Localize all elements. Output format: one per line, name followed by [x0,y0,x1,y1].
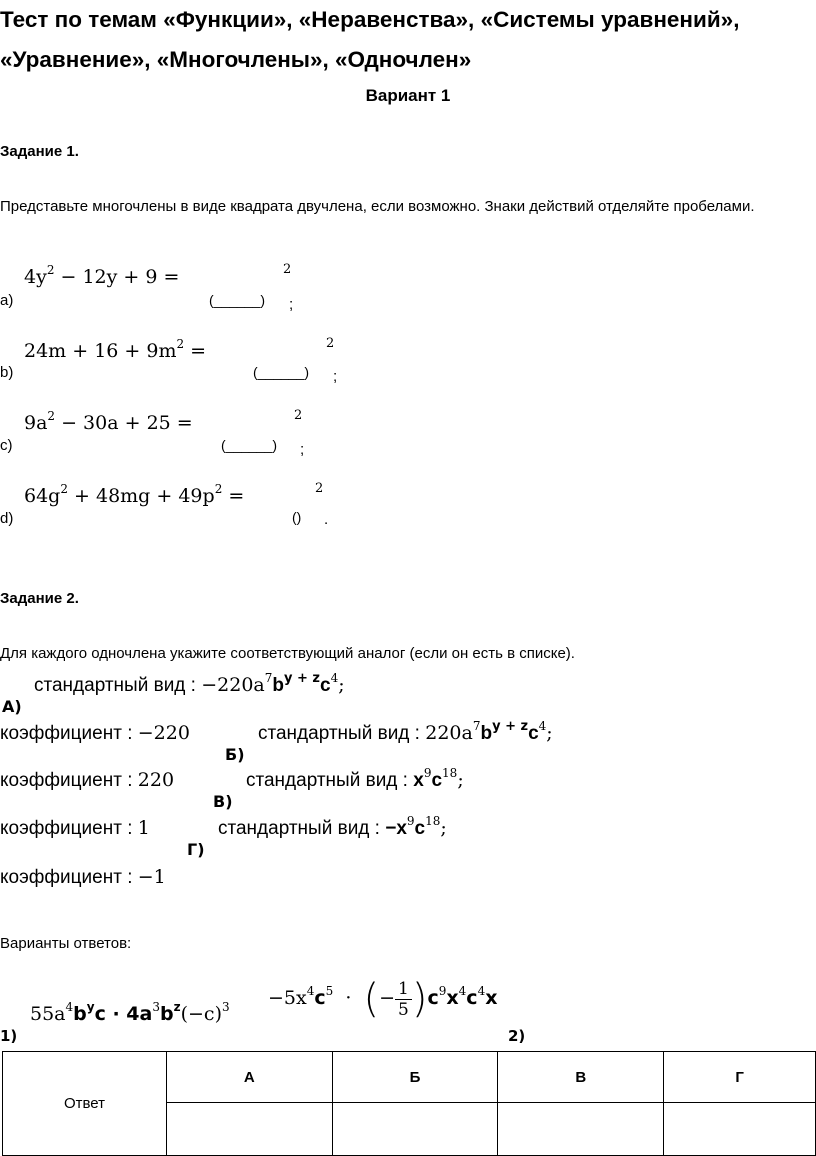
task1-expr-a: $4y^2 - 12y + 9$ = [24,263,180,288]
answer-row-label: Ответ [3,1052,167,1156]
table-header-g: Г [664,1052,816,1103]
task1-heading: Задание 1. [0,143,79,160]
answer-cell-a[interactable] [166,1103,332,1156]
monomial-g-label: Г) [187,840,205,859]
monomial-v-standard: стандартный вид : $x^9c^{18}$; [246,766,464,791]
answer-option-1-label: 1) [0,1027,18,1045]
task1-expr-c: $9a^2 - 30a + 25$ = [24,409,193,434]
answer-cell-v[interactable] [498,1103,664,1156]
task1-answer-blank-c[interactable]: (______) [221,437,278,453]
task1-end-c: ; [300,441,305,458]
answer-table [2,1051,816,1156]
task1-answer-blank-b[interactable]: (______) [253,364,310,380]
monomial-v-label: В) [213,792,233,811]
variant-heading: Вариант 1 [365,86,451,105]
monomial-b-label: Б) [225,745,245,764]
monomial-b-coefficient: коэффициент : 220 [0,769,175,791]
task1-label-a: a) [0,292,14,309]
task1-power-d: 2 [315,481,324,496]
task1-instruction: Представьте многочлены в виде квадрата двучлена, если возможно. Знаки действий отделяйте пробелами. [0,198,755,215]
task1-label-d: d) [0,510,14,527]
monomial-g-standard: стандартный вид : $-x^9c^{18}$; [218,814,447,839]
answer-cell-b[interactable] [332,1103,498,1156]
answer-option-2-label: 2) [508,1027,526,1045]
task1-answer-blank-a[interactable]: (______) [209,292,266,308]
fraction-one-fifth: $\frac{1}{5}$ [395,979,412,1020]
answers-heading: Варианты ответов: [0,935,132,952]
task1-label-c: c) [0,437,13,454]
table-header-b: Б [332,1052,498,1103]
answer-cell-g[interactable] [664,1103,816,1156]
task1-power-b: 2 [326,336,335,351]
task2-heading: Задание 2. [0,590,79,607]
table-header-a: А [166,1052,332,1103]
monomial-g-coefficient: коэффициент : −1 [0,866,166,888]
task1-end-d: . [324,511,329,528]
monomial-a-coefficient: коэффициент : −220 [0,722,190,744]
page-title: Тест по темам «Функции», «Неравенства», «Системы уравнений», «Уравнение», «Многочлены», «Одночлен» [0,7,740,72]
table-header-v: В [498,1052,664,1103]
monomial-a-label: А) [2,697,22,716]
monomial-a-standard: стандартный вид : $-220a^7b^{y + z}c^4$; [34,671,345,696]
task1-power-a: 2 [283,262,292,277]
answer-option-2-expression: $-5x^4c^5$ · (− $\frac{1}{5}$ )$c^9x^4c^4x$ [268,976,498,1022]
task1-end-b: ; [333,368,338,385]
answer-option-1-expression: $55a^4b^yc \cdot 4a^3b^z(-c)^3$ [30,1000,230,1025]
task1-label-b: b) [0,364,14,381]
monomial-b-standard: стандартный вид : $220a^7b^{y + z}c^4$; [258,719,553,744]
task2-instruction: Для каждого одночлена укажите соответствующий аналог (если он есть в списке). [0,645,575,662]
monomial-v-coefficient: коэффициент : 1 [0,817,150,839]
task1-end-a: ; [289,296,294,313]
task1-expr-b: $24m + 16 + 9m^2$ = [24,337,207,362]
task1-power-c: 2 [294,408,303,423]
task1-expr-d: $64g^2 + 48mg + 49p^2$ = [24,482,245,507]
task1-answer-blank-d[interactable]: () [292,509,302,525]
